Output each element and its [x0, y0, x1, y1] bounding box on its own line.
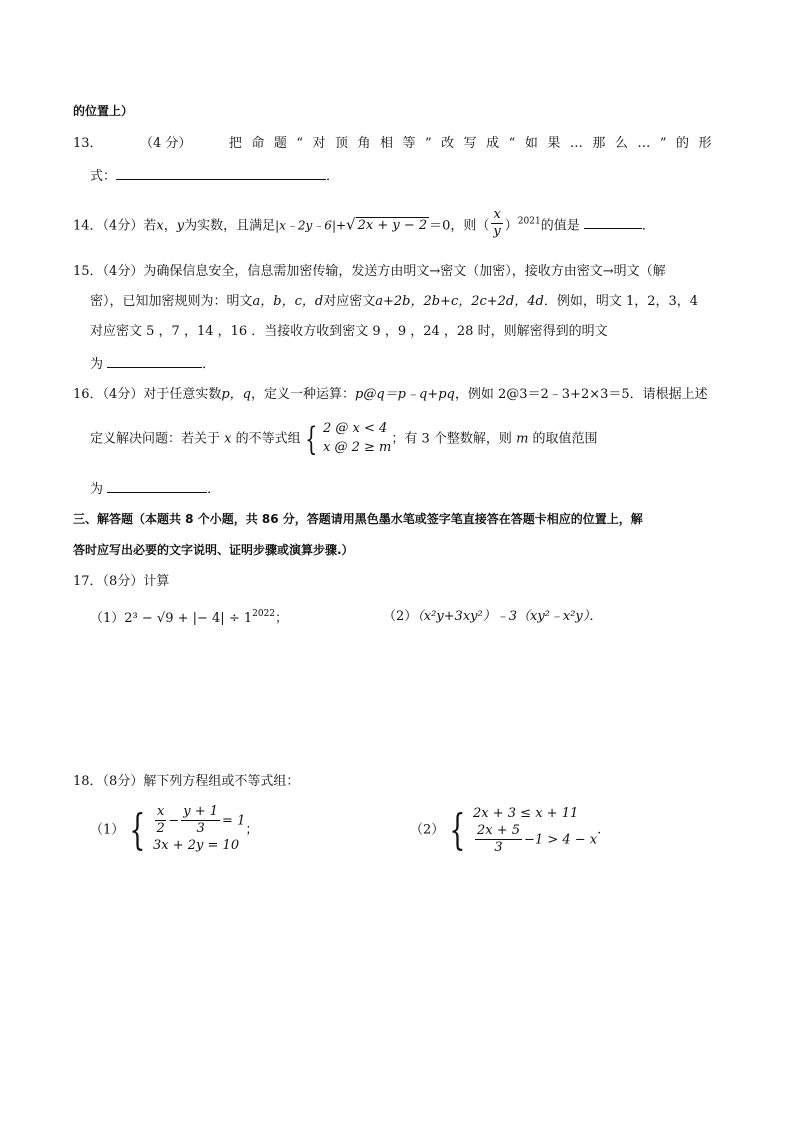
- q18-p1-end: ；: [245, 822, 259, 838]
- q16-brace: {: [304, 419, 317, 458]
- q17-p1-exponent: 2022: [252, 609, 276, 619]
- q18-p2-system: [444, 805, 597, 855]
- q16-answer-blank[interactable]: [107, 480, 207, 493]
- q13-cont: 式：: [90, 169, 117, 184]
- q18-p2-rest: −1 > 4 − x: [524, 832, 598, 848]
- q15-line1: [73, 265, 666, 278]
- q14-var-y: y: [176, 218, 185, 234]
- q16-line3: 为 ．: [90, 482, 221, 497]
- q14-text-a: 若: [143, 218, 157, 234]
- q18-part2: [410, 805, 601, 855]
- question-14: 14．（4分）若x，y为实数，且满足|x﹣2y﹣6|+√ 2x + y − 2 ＝0，则（ $\frac{x}{y}$ ）$^{2021}$的值是 ．: [73, 207, 655, 240]
- q14-text-b: 为实数，且满足: [184, 218, 276, 234]
- q15-line2: [90, 295, 698, 308]
- q18-p1-frac1: [155, 805, 166, 837]
- q16-inequality-1: 2 @ x < 4: [323, 421, 388, 436]
- q17-p2-label: （2）: [383, 609, 418, 624]
- q16-number: 16．: [73, 387, 103, 402]
- q16-line1: [73, 388, 708, 401]
- q17-p1-label: （1）: [90, 611, 125, 626]
- q13-score: （4 分）: [140, 136, 192, 151]
- q15-line3: [90, 325, 608, 338]
- q14-abs-expr: |x﹣2y﹣6|+: [275, 218, 347, 233]
- q15-score: （4分）: [102, 264, 144, 279]
- q16-operation-def: p@q＝p﹣q+pq: [355, 387, 455, 402]
- q18-title: 18．（8分）解下列方程组或不等式组：: [73, 774, 300, 789]
- q18-p1-minus: −: [168, 813, 180, 829]
- section-3-heading-line2: 答时应写出必要的文字说明、证明步骤或演算步骤.）: [73, 543, 354, 557]
- q15-number: 15．: [73, 264, 103, 279]
- q18-p1-label: （1）: [90, 822, 125, 838]
- q14-frac-den: y: [493, 224, 501, 240]
- q16-text-2b: 的不等式组: [235, 431, 301, 447]
- q18-p2-row2: [473, 824, 597, 856]
- q17-title: 17．（8分）计算: [73, 574, 170, 589]
- q17-part2: [383, 610, 602, 623]
- q14-score: （4分）: [102, 218, 144, 234]
- q16-inequality-system: [301, 420, 392, 458]
- q15-text-4: 为: [90, 357, 104, 372]
- q15-answer-blank[interactable]: [107, 355, 202, 368]
- q17-p2-expression: （x²y+3xy²）﹣3（xy²﹣x²y）．: [417, 609, 603, 624]
- q16-vars-pq: p，q: [221, 387, 251, 402]
- q16-text-1b: ，定义一种运算：: [251, 387, 356, 402]
- q18-p1-system: [124, 805, 245, 855]
- q16-text-1c: ，例如 2@3＝2﹣3+2×3＝5．请根据上述: [454, 387, 708, 402]
- q14-text-c: ＝0，则（: [429, 218, 490, 234]
- q18-p2-frac: [475, 824, 522, 856]
- q13-line1: [73, 137, 721, 150]
- q13-line2: 式： ．: [90, 169, 340, 184]
- q15-cipher-rule: a+2b，2b+c，2c+2d，4d: [375, 294, 544, 309]
- q18-part1: [90, 805, 258, 855]
- q14-text-e: 的值是: [540, 218, 580, 234]
- question-13: [73, 137, 721, 150]
- q16-score: （4分）: [102, 387, 144, 402]
- q18-p2-frac-den: 3: [494, 840, 503, 856]
- q15-text-2d: ．例如，明文 1，2，3，4: [543, 294, 699, 309]
- q18-p1-frac2-num: y + 1: [181, 805, 220, 821]
- q13-number: 13．: [73, 136, 103, 151]
- q14-var-x: x: [156, 218, 164, 234]
- q14-number: 14．: [73, 218, 103, 234]
- q16-var-m: m: [516, 431, 529, 447]
- q17-p1-expression: 2³ − √9 + |− 4| ÷ 1: [124, 611, 253, 626]
- q14-sqrt-expr: 2x + y − 2: [357, 218, 428, 234]
- q18-p2-brace: {: [449, 805, 466, 855]
- q16-text-2c: ；有 3 个整数解，则: [391, 431, 512, 447]
- q15-text-1: 为确保信息安全，信息需加密传输，发送方由明文→密文（加密），接收方由密文→明文（解: [143, 264, 666, 279]
- q18-p1-row1: [153, 805, 245, 837]
- q13-text: 把命题“对顶角相等”改写成“如果…那么…”的形: [228, 136, 721, 151]
- q14-exponent: 2021: [517, 216, 541, 227]
- q18-p2-frac-num: 2x + 5: [475, 824, 522, 840]
- q16-text-2d: 的取值范围: [532, 431, 598, 447]
- q16-inequality-2: x @ 2 ≥ m: [323, 439, 392, 455]
- q15-plain-vars: a，b，c，d: [252, 294, 324, 309]
- q18-p1-row2: 3x + 2y = 10: [153, 837, 240, 853]
- q14-comma: ，: [163, 218, 177, 234]
- q14-frac-num: x: [491, 208, 502, 224]
- q18-p1-frac1-den: 2: [156, 821, 165, 837]
- q18-p1-frac1-num: x: [155, 805, 166, 821]
- q14-answer-blank[interactable]: [584, 216, 642, 229]
- q16-text-2a: 定义解决问题：若关于: [90, 431, 221, 447]
- q16-text-3: 为: [90, 482, 104, 497]
- q14-fraction: [491, 208, 502, 240]
- q16-var-x: x: [224, 431, 232, 447]
- q18-p2-end: .: [597, 822, 602, 838]
- q18-p1-brace: {: [129, 805, 146, 855]
- section-3-heading-line1: 三、解答题（本题共 8 个小题，共 86 分，答题请用黑色墨水笔或签字笔直接答在答题卡相应的位置上，解: [73, 512, 643, 526]
- q15-text-2a: 密），已知加密规则为：明文: [90, 294, 253, 309]
- q17-part1: [90, 610, 288, 625]
- header-fragment: 的位置上）: [73, 104, 134, 118]
- q15-text-2b: 对应密文: [323, 294, 376, 309]
- q15-text-3: 对应密文 5 ，7 ，14 ，16 ．当接收方收到密文 9 ，9 ，24 ，28 时，则解密得到的明文: [90, 324, 608, 339]
- q18-p1-frac2-den: 3: [196, 821, 205, 837]
- q18-p1-frac2: [181, 805, 220, 837]
- q16-text-1a: 对于任意实数: [143, 387, 222, 402]
- q18-p2-label: （2）: [410, 822, 445, 838]
- q18-p1-eq: = 1: [222, 813, 246, 829]
- q14-text-d: ）: [504, 218, 518, 234]
- q13-answer-blank[interactable]: [116, 167, 326, 180]
- q17-p1-end: ；: [275, 611, 289, 626]
- q18-p2-row1: 2x + 3 ≤ x + 11: [473, 806, 579, 821]
- q16-line2: [90, 420, 598, 458]
- q15-line4: 为 ．: [90, 357, 216, 372]
